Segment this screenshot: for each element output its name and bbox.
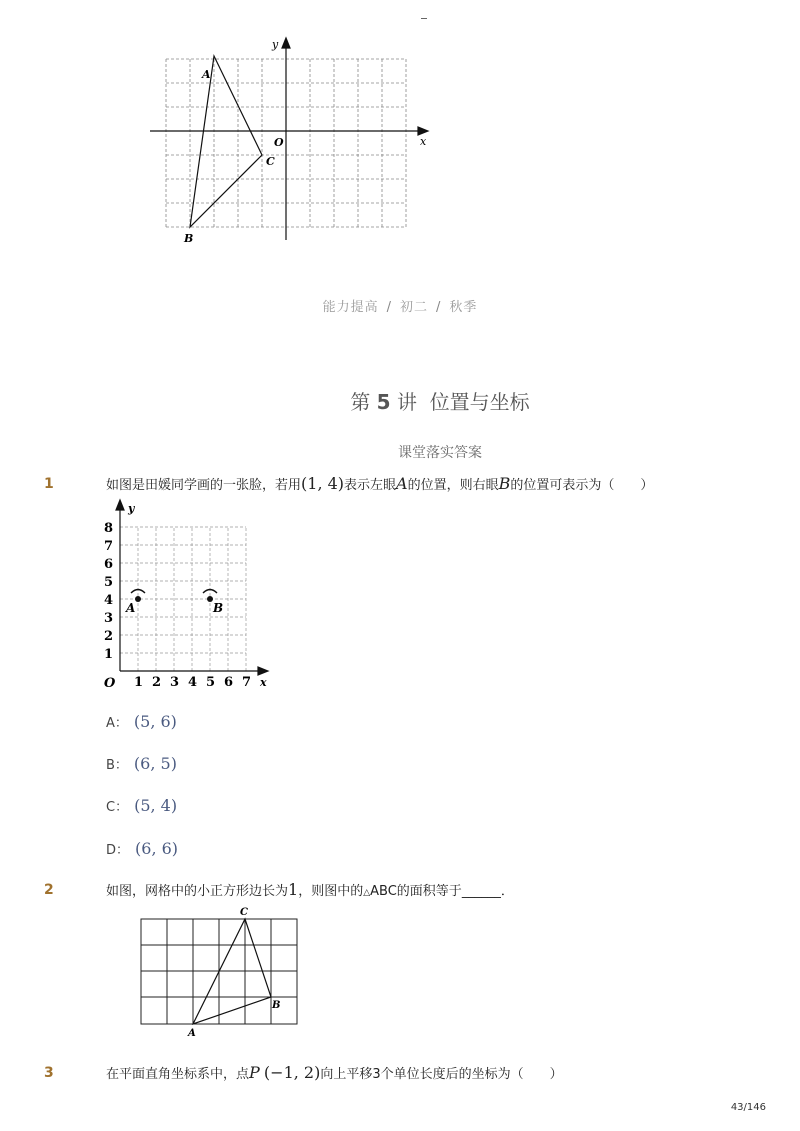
label-x-axis: x — [260, 676, 267, 689]
y-tick-label: 7 — [104, 539, 114, 554]
x-tick-label: 7 — [242, 675, 252, 690]
math-variable: B — [498, 474, 511, 493]
option-value: (5, 6) — [133, 712, 177, 731]
dash-mark — [421, 18, 427, 19]
question-text-part: 的位置，则右眼 — [407, 478, 499, 493]
question-text-part: ABC的面积等于 — [370, 884, 462, 899]
lecture-title — [0, 386, 800, 415]
label-y-axis: y — [128, 502, 135, 515]
y-tick-label: 1 — [104, 647, 114, 662]
x-tick-label: 4 — [188, 675, 198, 690]
label-y-axis: y — [272, 38, 279, 51]
y-tick-label: 2 — [104, 629, 114, 644]
triangle-abc — [190, 56, 262, 227]
option-value: (5, 4) — [134, 796, 178, 815]
point-label: A — [126, 601, 136, 615]
breadcrumb-item: 初二 — [399, 300, 428, 315]
y-tick-label: 6 — [104, 557, 114, 572]
question-text-part: ，则图中的 — [298, 884, 364, 899]
y-tick-label: 3 — [104, 611, 114, 626]
option-value: (6, 5) — [133, 754, 177, 773]
grid-triangle-figure — [136, 904, 306, 1038]
option-letter: B： — [106, 758, 128, 773]
question-text-part: ． — [500, 884, 514, 899]
label-a: A — [188, 1028, 196, 1038]
y-tick-label: 5 — [104, 575, 114, 590]
question-number: 1 — [44, 476, 54, 492]
question-text — [106, 1063, 563, 1082]
label-a: A — [202, 68, 211, 81]
page-number: 43/146 — [730, 1102, 766, 1113]
breadcrumb-separator: / — [436, 300, 442, 315]
label-origin: O — [104, 676, 116, 691]
x-tick-label: 6 — [224, 675, 234, 690]
lecture-number: 5 — [376, 390, 391, 414]
lecture-suffix: 讲 — [396, 390, 417, 414]
label-x-axis: x — [420, 135, 427, 148]
label-c: C — [240, 907, 248, 918]
option-letter: C： — [106, 800, 129, 815]
math-expression: (−1, 2) — [263, 1063, 321, 1082]
breadcrumb — [0, 296, 800, 315]
question-text-part: 如图，网格中的小正方形边长为 — [106, 884, 289, 899]
breadcrumb-item: 能力提高 — [322, 300, 379, 315]
question-text — [106, 474, 653, 493]
option-b[interactable] — [106, 754, 177, 773]
breadcrumb-separator: / — [386, 300, 392, 315]
y-tick-label: 4 — [104, 593, 114, 608]
question-text-part: 如图是田媛同学画的一张脸，若用 — [106, 478, 302, 493]
option-a[interactable] — [106, 712, 177, 731]
math-variable: P — [249, 1063, 260, 1082]
question-text-part: 在平面直角坐标系中，点 — [106, 1067, 250, 1082]
question-text-part: 向上平移3个单位长度后的坐标为（ ） — [320, 1067, 563, 1082]
label-b: B — [184, 232, 194, 245]
option-d[interactable] — [106, 839, 178, 858]
point-label: B — [213, 601, 224, 615]
x-tick-label: 5 — [206, 675, 216, 690]
option-letter: A： — [106, 716, 128, 731]
question-text — [106, 880, 514, 899]
math-expression: (1, 4) — [301, 474, 345, 493]
x-tick-label: 2 — [152, 675, 162, 690]
question-text-part: 的位置可表示为（ ） — [510, 478, 654, 493]
label-origin: O — [274, 136, 284, 149]
question-number: 3 — [44, 1065, 54, 1081]
triangle-coordinate-figure — [148, 34, 438, 254]
breadcrumb-item: 秋季 — [449, 300, 478, 315]
question-number: 2 — [44, 882, 54, 898]
y-tick-label: 8 — [104, 521, 114, 536]
face-coordinate-figure — [100, 496, 280, 694]
lecture-prefix: 第 — [350, 390, 371, 414]
section-title: 课堂落实答案 — [398, 445, 482, 461]
eye-point — [135, 596, 141, 602]
axes — [150, 38, 428, 240]
eyebrow-arc — [131, 590, 145, 594]
option-c[interactable] — [106, 796, 177, 815]
x-tick-label: 3 — [170, 675, 180, 690]
math-variable: A — [396, 474, 408, 493]
question-text-part: 表示左眼 — [344, 478, 397, 493]
label-c: C — [266, 155, 275, 168]
option-value: (6, 6) — [135, 839, 179, 858]
option-letter: D： — [106, 843, 130, 858]
eyebrow-arc — [203, 590, 217, 594]
label-b: B — [272, 1000, 281, 1011]
math-expression: 1 — [288, 880, 299, 899]
lecture-topic: 位置与坐标 — [429, 390, 530, 414]
x-tick-label: 1 — [134, 675, 144, 690]
answer-blank[interactable]: ______ — [461, 884, 501, 899]
triangle-symbol: △ — [363, 888, 371, 898]
